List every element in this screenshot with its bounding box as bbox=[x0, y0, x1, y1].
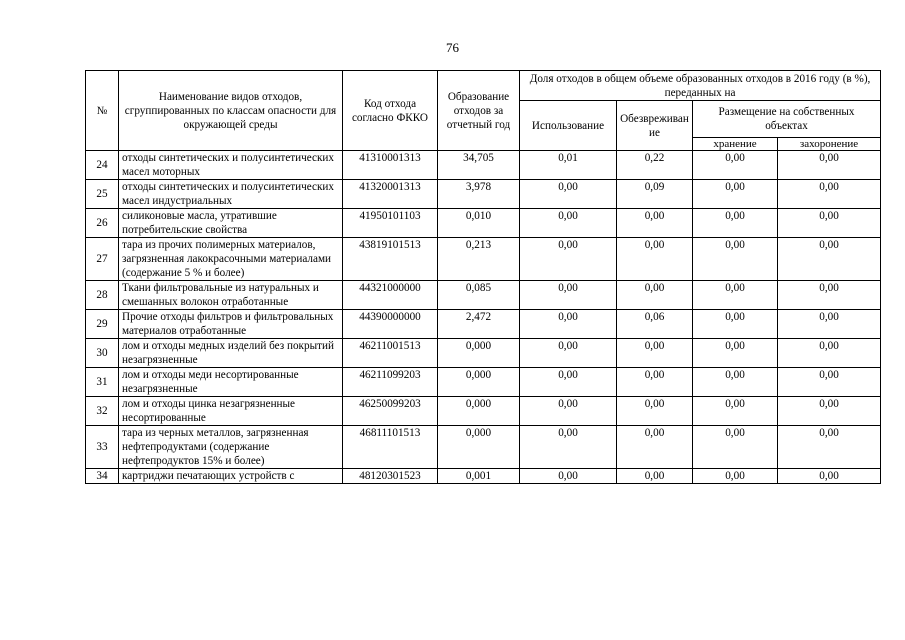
row-code: 44390000000 bbox=[343, 310, 438, 339]
table-row bbox=[86, 397, 881, 426]
row-neutral: 0,00 bbox=[617, 426, 693, 469]
row-burial: 0,00 bbox=[778, 397, 881, 426]
row-code: 46811101513 bbox=[343, 426, 438, 469]
table-row bbox=[86, 180, 881, 209]
header-code: Код отхода согласно ФККО bbox=[343, 71, 438, 151]
row-formed: 0,000 bbox=[438, 397, 520, 426]
row-burial: 0,00 bbox=[778, 426, 881, 469]
waste-share-table bbox=[85, 70, 881, 484]
row-use: 0,00 bbox=[520, 339, 617, 368]
row-formed: 3,978 bbox=[438, 180, 520, 209]
row-name: отходы синтетических и полусинтетических масел индустриальных bbox=[119, 180, 343, 209]
row-use: 0,00 bbox=[520, 281, 617, 310]
row-burial: 0,00 bbox=[778, 151, 881, 180]
row-storage: 0,00 bbox=[693, 151, 778, 180]
row-code: 41310001313 bbox=[343, 151, 438, 180]
row-formed: 0,000 bbox=[438, 368, 520, 397]
row-num: 30 bbox=[86, 339, 119, 368]
row-code: 48120301523 bbox=[343, 469, 438, 484]
row-formed: 0,010 bbox=[438, 209, 520, 238]
row-num: 26 bbox=[86, 209, 119, 238]
row-num: 31 bbox=[86, 368, 119, 397]
row-neutral: 0,00 bbox=[617, 469, 693, 484]
table-row bbox=[86, 238, 881, 281]
row-neutral: 0,00 bbox=[617, 281, 693, 310]
table-row bbox=[86, 469, 881, 484]
row-formed: 0,001 bbox=[438, 469, 520, 484]
row-name: Прочие отходы фильтров и фильтровальных материалов отработанные bbox=[119, 310, 343, 339]
row-num: 27 bbox=[86, 238, 119, 281]
row-formed: 0,213 bbox=[438, 238, 520, 281]
row-storage: 0,00 bbox=[693, 180, 778, 209]
table-row bbox=[86, 426, 881, 469]
row-use: 0,01 bbox=[520, 151, 617, 180]
row-num: 33 bbox=[86, 426, 119, 469]
row-formed: 0,000 bbox=[438, 426, 520, 469]
header-placement: Размещение на собственных объектах bbox=[693, 101, 881, 138]
header-neutral: Обезвреживание bbox=[617, 101, 693, 151]
row-use: 0,00 bbox=[520, 469, 617, 484]
row-storage: 0,00 bbox=[693, 368, 778, 397]
table-header bbox=[86, 71, 881, 151]
header-burial: захоронение bbox=[778, 138, 881, 151]
row-burial: 0,00 bbox=[778, 339, 881, 368]
row-storage: 0,00 bbox=[693, 397, 778, 426]
row-code: 41950101103 bbox=[343, 209, 438, 238]
row-name: Ткани фильтровальные из натуральных и смешанных волокон отработанные bbox=[119, 281, 343, 310]
row-num: 28 bbox=[86, 281, 119, 310]
row-neutral: 0,09 bbox=[617, 180, 693, 209]
row-storage: 0,00 bbox=[693, 310, 778, 339]
row-num: 24 bbox=[86, 151, 119, 180]
row-use: 0,00 bbox=[520, 238, 617, 281]
row-burial: 0,00 bbox=[778, 281, 881, 310]
row-burial: 0,00 bbox=[778, 180, 881, 209]
row-num: 25 bbox=[86, 180, 119, 209]
page-number: 76 bbox=[446, 40, 459, 55]
row-formed: 34,705 bbox=[438, 151, 520, 180]
row-use: 0,00 bbox=[520, 180, 617, 209]
row-burial: 0,00 bbox=[778, 368, 881, 397]
row-num: 32 bbox=[86, 397, 119, 426]
row-neutral: 0,22 bbox=[617, 151, 693, 180]
row-num: 29 bbox=[86, 310, 119, 339]
table-row bbox=[86, 310, 881, 339]
table-row bbox=[86, 209, 881, 238]
header-name: Наименование видов отходов, сгруппированных по классам опасности для окружающей среды bbox=[119, 71, 343, 151]
row-code: 44321000000 bbox=[343, 281, 438, 310]
row-neutral: 0,00 bbox=[617, 368, 693, 397]
row-name: лом и отходы медных изделий без покрытий незагрязненные bbox=[119, 339, 343, 368]
header-use: Использование bbox=[520, 101, 617, 151]
row-name: лом и отходы цинка незагрязненные несортированные bbox=[119, 397, 343, 426]
row-burial: 0,00 bbox=[778, 238, 881, 281]
row-storage: 0,00 bbox=[693, 426, 778, 469]
row-num: 34 bbox=[86, 469, 119, 484]
row-storage: 0,00 bbox=[693, 469, 778, 484]
row-formed: 0,085 bbox=[438, 281, 520, 310]
row-code: 46211001513 bbox=[343, 339, 438, 368]
row-burial: 0,00 bbox=[778, 310, 881, 339]
row-storage: 0,00 bbox=[693, 281, 778, 310]
row-neutral: 0,00 bbox=[617, 397, 693, 426]
row-storage: 0,00 bbox=[693, 209, 778, 238]
row-name: отходы синтетических и полусинтетических масел моторных bbox=[119, 151, 343, 180]
row-use: 0,00 bbox=[520, 426, 617, 469]
row-name: силиконовые масла, утратившие потребительские свойства bbox=[119, 209, 343, 238]
header-storage: хранение bbox=[693, 138, 778, 151]
row-neutral: 0,06 bbox=[617, 310, 693, 339]
row-use: 0,00 bbox=[520, 368, 617, 397]
row-name: картриджи печатающих устройств с bbox=[119, 469, 343, 484]
row-name: тара из прочих полимерных материалов, загрязненная лакокрасочными материалами (содержание 5 % и более) bbox=[119, 238, 343, 281]
row-code: 46211099203 bbox=[343, 368, 438, 397]
row-neutral: 0,00 bbox=[617, 339, 693, 368]
row-use: 0,00 bbox=[520, 397, 617, 426]
header-share: Доля отходов в общем объеме образованных отходов в 2016 году (в %), переданных на bbox=[520, 71, 881, 101]
row-storage: 0,00 bbox=[693, 339, 778, 368]
table-row bbox=[86, 281, 881, 310]
row-code: 43819101513 bbox=[343, 238, 438, 281]
row-name: лом и отходы меди несортированные незагрязненные bbox=[119, 368, 343, 397]
row-code: 41320001313 bbox=[343, 180, 438, 209]
row-burial: 0,00 bbox=[778, 469, 881, 484]
row-neutral: 0,00 bbox=[617, 238, 693, 281]
table-row bbox=[86, 368, 881, 397]
row-use: 0,00 bbox=[520, 209, 617, 238]
row-code: 46250099203 bbox=[343, 397, 438, 426]
header-formed: Образование отходов за отчетный год bbox=[438, 71, 520, 151]
table-body bbox=[86, 151, 881, 484]
row-storage: 0,00 bbox=[693, 238, 778, 281]
header-num: № bbox=[86, 71, 119, 151]
table-row bbox=[86, 151, 881, 180]
row-formed: 0,000 bbox=[438, 339, 520, 368]
row-burial: 0,00 bbox=[778, 209, 881, 238]
row-neutral: 0,00 bbox=[617, 209, 693, 238]
row-use: 0,00 bbox=[520, 310, 617, 339]
row-name: тара из черных металлов, загрязненная нефтепродуктами (содержание нефтепродуктов 15% и более) bbox=[119, 426, 343, 469]
row-formed: 2,472 bbox=[438, 310, 520, 339]
table-row bbox=[86, 339, 881, 368]
